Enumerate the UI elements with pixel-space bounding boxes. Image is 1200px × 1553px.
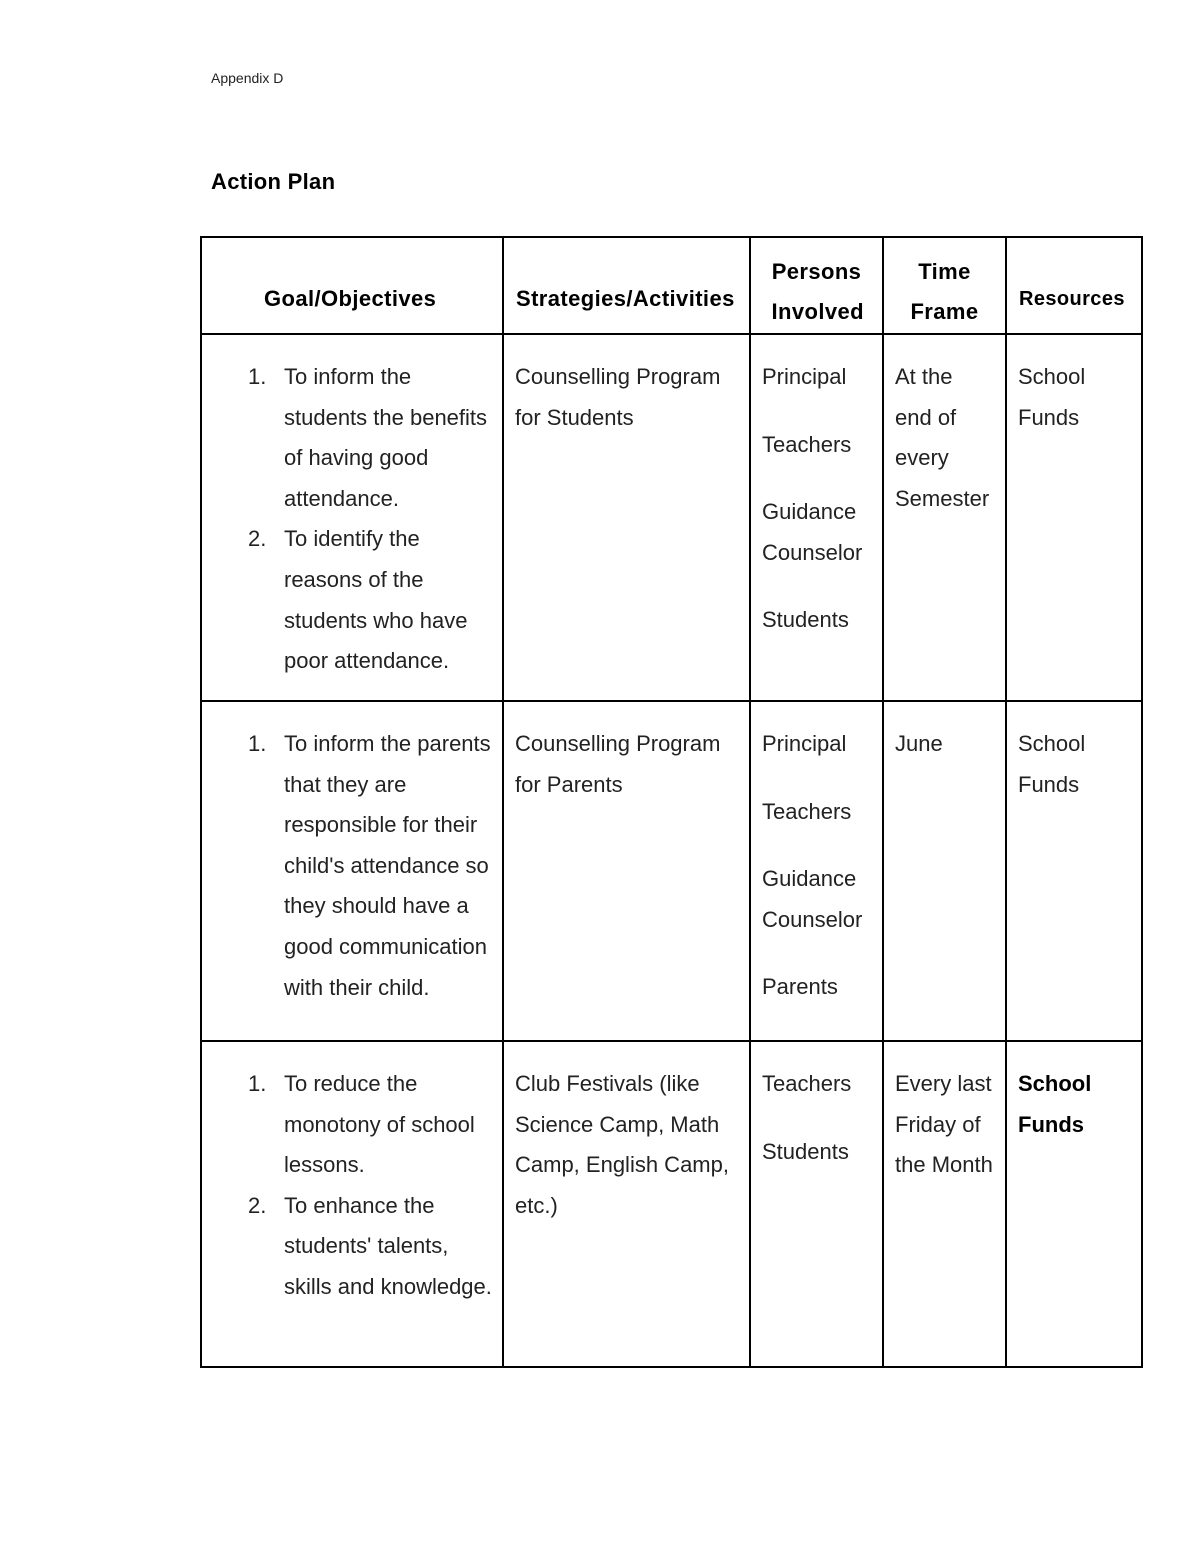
resources-cell: School Funds — [1006, 1041, 1142, 1367]
person-item: Principal — [762, 364, 847, 389]
time-frame-cell: Every last Friday of the Month — [883, 1041, 1006, 1367]
page-title: Action Plan — [211, 169, 336, 194]
header-persons: Persons Involved — [750, 237, 883, 334]
resources-cell: School Funds — [1006, 334, 1142, 701]
header-time-frame: Time Frame — [883, 237, 1006, 334]
goal-item: To inform the parents that they are responsible for their child's attendance so they should have a good communication with their child. — [284, 731, 491, 1000]
person-item: Students — [762, 607, 849, 633]
person-item: Teachers — [762, 431, 852, 457]
goals-cell — [201, 334, 503, 701]
person-item: Principal — [762, 731, 847, 756]
person-item: Teachers — [762, 798, 852, 824]
header-resources: Resources — [1006, 237, 1142, 334]
persons-cell — [750, 334, 883, 701]
person-item: Parents — [762, 974, 838, 1000]
goal-item: To enhance the students' talents, skills and knowledge. — [284, 1192, 492, 1299]
table-row — [201, 1041, 1142, 1367]
table-row — [201, 334, 1142, 701]
person-item: Guidance Counselor — [762, 866, 863, 932]
goals-cell — [201, 1041, 503, 1367]
persons-cell — [750, 701, 883, 1041]
strategy-cell: Counselling Program for Students — [503, 334, 750, 701]
goals-cell — [201, 701, 503, 1041]
resources-cell: School Funds — [1006, 701, 1142, 1041]
person-item: Students — [762, 1138, 849, 1164]
person-item: Teachers — [762, 1071, 852, 1096]
goal-item: To identify the reasons of the students who have poor attendance. — [284, 526, 468, 674]
time-frame-cell: At the end of every Semester — [883, 334, 1006, 701]
header-strategies: Strategies/Activities — [503, 237, 750, 334]
action-plan-table — [200, 236, 1143, 1368]
goal-item: To reduce the monotony of school lessons. — [284, 1071, 475, 1178]
table-header-row — [201, 237, 1142, 334]
strategy-cell: Counselling Program for Parents — [503, 701, 750, 1041]
appendix-label: Appendix D — [211, 70, 284, 86]
table-row — [201, 701, 1142, 1041]
strategy-cell: Club Festivals (like Science Camp, Math Camp, English Camp, etc.) — [503, 1041, 750, 1367]
time-frame-cell: June — [883, 701, 1006, 1041]
header-goal: Goal/Objectives — [201, 237, 503, 334]
persons-cell — [750, 1041, 883, 1367]
person-item: Guidance Counselor — [762, 499, 863, 565]
goal-item: To inform the students the benefits of having good attendance. — [284, 364, 488, 511]
